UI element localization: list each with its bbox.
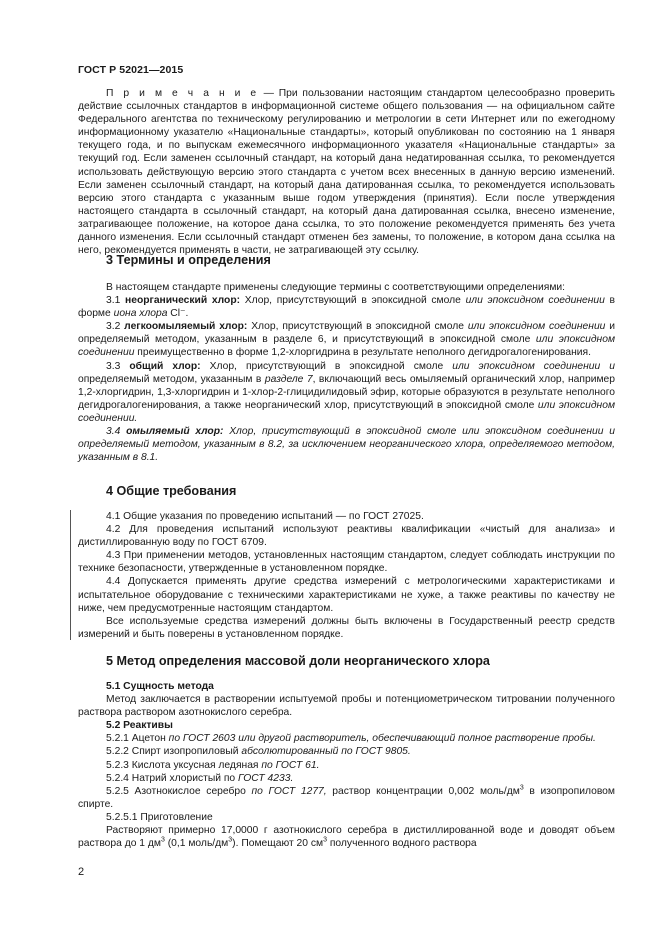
- reagent-5-2-4: 5.2.4 Натрий хлористый по ГОСТ 4233.: [106, 772, 294, 784]
- term-3-1: 3.1 неорганический хлор: Хлор, присутствующий в эпоксидной смоле или эпоксидном соединении в форме иона хлора Cl⁻.: [78, 295, 616, 320]
- section-3-body: [78, 281, 615, 464]
- clause-5-1-heading: 5.1 Сущность метода: [106, 681, 214, 692]
- clause-5-1-text: Метод заключается в растворении испытуемой пробы и потенциометрическом титровании полученного раствора раствором азотнокислого серебра.: [78, 694, 615, 719]
- document-header: ГОСТ Р 52021—2015: [78, 64, 184, 76]
- note-text: — При пользовании настоящим стандартом целесообразно проверить действие ссылочных стандартов в информационной системе общего пользования — на официальном сайте Федерального агентства по техническому регулированию и метрологии в сети Интернет или по ежегодному информационному указателю «Национальные стандарты», который опубликован по состоянию на 1 января текущего года, и по выпускам ежемесячного информационного указателя «Национальные стандарты» за текущий год. Если заменен ссылочный стандарт, на который дана недатированная ссылка, то рекомендуется использовать действующую версию этого стандарта с учетом всех внесенных в данную версию изменений. Если заменен ссылочный стандарт, на который дана датированная ссылка, то рекомендуется использовать версию этого стандарта с указанным выше годом утверждения (принятия). Если после утверждения настоящего стандарта в ссылочный стандарт, на который дана датированная ссылка, внесено изменение, затрагивающее положение, на которое дана ссылка, то это положение рекомендуется применять без учета данного изменения. Если ссылочный стандарт отменен без замены, то положение, в котором дана ссылка на него, рекомендуется применять в части, не затрагивающей эту ссылку.: [78, 88, 615, 257]
- section-3-heading: 3 Термины и определения: [106, 253, 271, 267]
- reagent-5-2-2: 5.2.2 Спирт изопропиловый абсолютированный по ГОСТ 9805.: [106, 746, 411, 758]
- reagent-5-2-1: 5.2.1 Ацетон по ГОСТ 2603 или другой растворитель, обеспечивающий полное растворение пробы.: [106, 733, 596, 745]
- preparation-text: Растворяют примерно 17,0000 г азотнокислого серебра в дистиллированной воде и доводят объем раствора до 1 $дм^3$ (0,1 моль/$дм^3$). Помещают 20 $см^3$ полученного водного раствора: [78, 825, 615, 850]
- section-4-heading: 4 Общие требования: [106, 484, 237, 498]
- note-label: П р и м е ч а н и е: [106, 88, 259, 99]
- section-5-body: [78, 680, 615, 850]
- term-3-4: 3.4 омыляемый хлор: Хлор, присутствующий в эпоксидной смоле или эпоксидном соединении и определяемый методом, указанным в 8.2, за исключением неорганического хлора, определяемого методом, указанным в 8.1.: [78, 426, 615, 464]
- clause-4-4-continued: Все используемые средства измерений должны быть включены в Государственный реестр средств измерений и быть поверены в установленном порядке.: [78, 615, 615, 640]
- clause-4-1: 4.1 Общие указания по проведению испытаний — по ГОСТ 27025.: [106, 511, 424, 522]
- term-3-2: 3.2 легкоомыляемый хлор: Хлор, присутствующий в эпоксидной смоле или эпоксидном соединении и определяемый методом, указанным в разделе 6, и присутствующий в эпоксидной смоле или эпоксидном соединении преимущественно в форме 1,2-хлоргидрина в результате неполного дегидрогалогенирования.: [78, 321, 616, 359]
- clause-4-2: 4.2 Для проведения испытаний используют реактивы квалификации «чистый для анализа» и дистиллированную воду по ГОСТ 6709.: [78, 524, 615, 549]
- section-3-intro: В настоящем стандарте применены следующие термины с соответствующими определениями:: [106, 282, 566, 293]
- page-number: 2: [78, 866, 85, 878]
- reference-note: [78, 87, 615, 257]
- change-bar: [70, 510, 71, 640]
- section-4-body: [78, 510, 615, 641]
- clause-4-3: 4.3 При применении методов, установленных настоящим стандартом, следует соблюдать инструкции по технике безопасности, утвержденные в установленном порядке.: [78, 550, 615, 575]
- clause-4-4: 4.4 Допускается применять другие средства измерений с метрологическими характеристиками и испытательное оборудование с техническими характеристиками не хуже, а также реактивы по качеству не ниже, чем предусмотренные настоящим стандартом.: [78, 576, 615, 614]
- clause-5-2-heading: 5.2 Реактивы: [106, 720, 173, 732]
- section-5-heading: 5 Метод определения массовой доли неорганического хлора: [106, 654, 490, 668]
- reagent-5-2-5: 5.2.5 Азотнокислое серебро по ГОСТ 1277, раствор концентрации 0,002 моль/$дм^3$ в изопропиловом спирте.: [78, 784, 615, 810]
- term-3-3: 3.3 общий хлор: Хлор, присутствующий в эпоксидной смоле или эпоксидном соединении и определяемый методом, указанным в разделе 7, включающий весь омыляемый органический хлор, например 1,2-хлоргидрин, 1,3-хлоргидрин и 1-хлор-2-глицидилидовый эфир, которые образуются в результате неполного дегидрогалогенирования, а также неорганический хлор, присутствующий в эпоксидной смоле или эпоксидном соединении.: [78, 360, 615, 424]
- clause-5-2-5-1: 5.2.5.1 Приготовление: [106, 811, 213, 823]
- reagent-5-2-3: 5.2.3 Кислота уксусная ледяная по ГОСТ 61.: [106, 759, 320, 771]
